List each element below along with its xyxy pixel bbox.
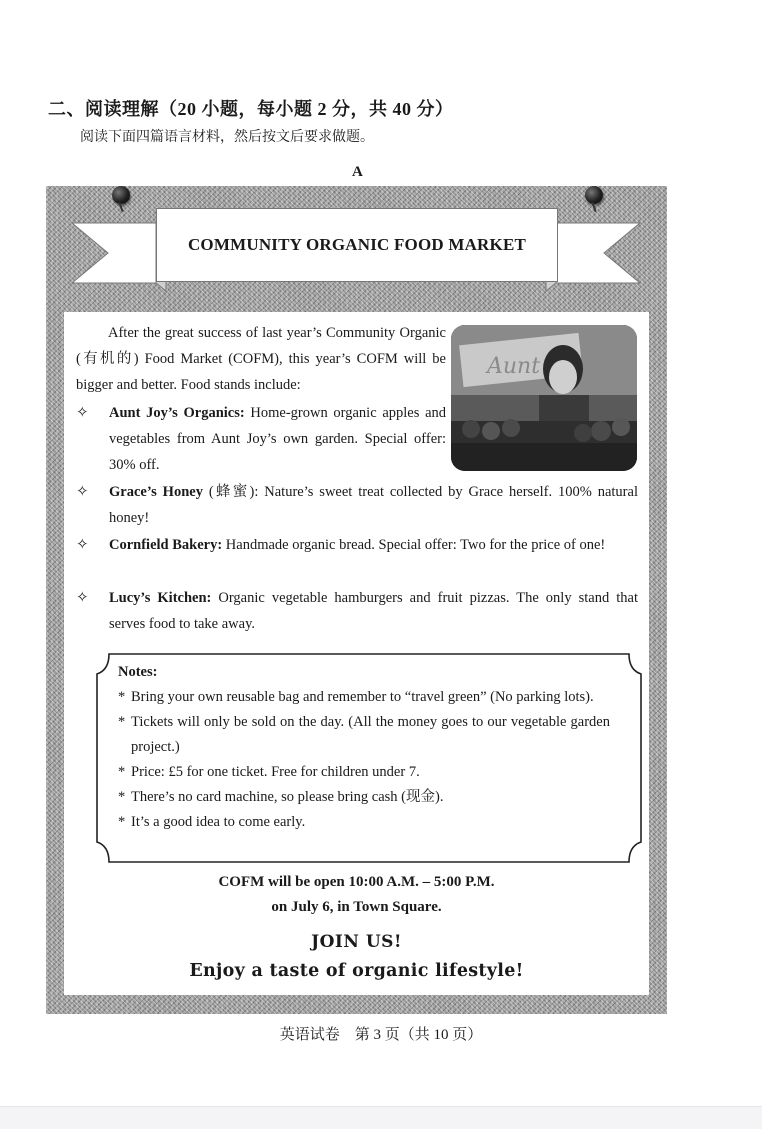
asterisk-bullet-icon: *: [118, 814, 126, 830]
intro-paragraph: After the great success of last year’s Community Organic (有机的) Food Market (COFM), this year’s COFM will be bigger and better. Food stands include:: [76, 325, 446, 393]
stand-name: Grace’s Honey: [109, 484, 203, 500]
food-stand-item: [76, 479, 638, 531]
note-item: [118, 685, 610, 710]
pushpin-icon: [585, 186, 603, 204]
opening-hours: COFM will be open 10:00 A.M. – 5:00 P.M.: [218, 874, 495, 890]
food-stand-item: [76, 532, 638, 558]
stand-description: Organic vegetable hamburgers and fruit pizzas. The only stand that serves food to take away.: [109, 590, 638, 632]
food-stand-item: [76, 400, 446, 478]
note-item: [118, 785, 610, 810]
note-text: There’s no card machine, so please bring cash (现金).: [131, 789, 444, 805]
diamond-bullet-icon: ✧: [76, 484, 89, 500]
note-item: [118, 760, 610, 785]
stand-name: Lucy’s Kitchen:: [109, 590, 212, 606]
note-item: [118, 810, 610, 835]
pushpin-icon: [112, 186, 130, 204]
stand-description: Home-grown organic apples and vegetables from Aunt Joy’s own garden. Special offer: 30% off.: [109, 405, 446, 473]
diamond-bullet-icon: ✧: [76, 537, 89, 553]
asterisk-bullet-icon: *: [118, 789, 126, 805]
note-text: Bring your own reusable bag and remember to “travel green” (No parking lots).: [131, 689, 594, 705]
note-item: [118, 710, 610, 760]
diamond-bullet-icon: ✧: [76, 405, 89, 421]
section-instruction: 阅读下面四篇语言材料，然后按文后要求做题。: [80, 130, 374, 145]
stand-description: Handmade organic bread. Special offer: Two for the price of one!: [222, 537, 606, 553]
stand-description: (蜂蜜): Nature’s sweet treat collected by Grace herself. 100% natural honey!: [109, 484, 638, 526]
food-stand-item: [76, 585, 638, 637]
tagline: Enjoy a taste of organic lifestyle!: [189, 961, 524, 981]
join-us-heading: JOIN US!: [311, 932, 402, 952]
event-date-location: on July 6, in Town Square.: [271, 899, 442, 915]
stand-name: Aunt Joy’s Organics:: [109, 405, 245, 421]
market-stand-photo: [451, 325, 637, 471]
passage-letter: A: [352, 164, 363, 180]
stand-name: Cornfield Bakery:: [109, 537, 223, 553]
poster-title: COMMUNITY ORGANIC FOOD MARKET: [187, 235, 527, 254]
diamond-bullet-icon: ✧: [76, 590, 89, 606]
section-title: 二、阅读理解（20 小题，每小题 2 分，共 40 分）: [48, 99, 454, 119]
photo-sign-text: Aunt: [487, 354, 541, 379]
viewer-bottom-bar: [0, 1106, 762, 1129]
note-text: Price: £5 for one ticket. Free for children under 7.: [131, 764, 420, 780]
poster-title-banner: [156, 208, 558, 282]
notes-heading: Notes:: [118, 664, 158, 680]
page-footer: 英语试卷 第 3 页（共 10 页）: [279, 1027, 483, 1043]
notes-section: [118, 660, 610, 835]
note-text: It’s a good idea to come early.: [131, 814, 306, 830]
asterisk-bullet-icon: *: [118, 764, 126, 780]
note-text: Tickets will only be sold on the day. (All the money goes to our vegetable garden project.): [131, 714, 610, 755]
asterisk-bullet-icon: *: [118, 689, 126, 705]
asterisk-bullet-icon: *: [118, 714, 126, 730]
